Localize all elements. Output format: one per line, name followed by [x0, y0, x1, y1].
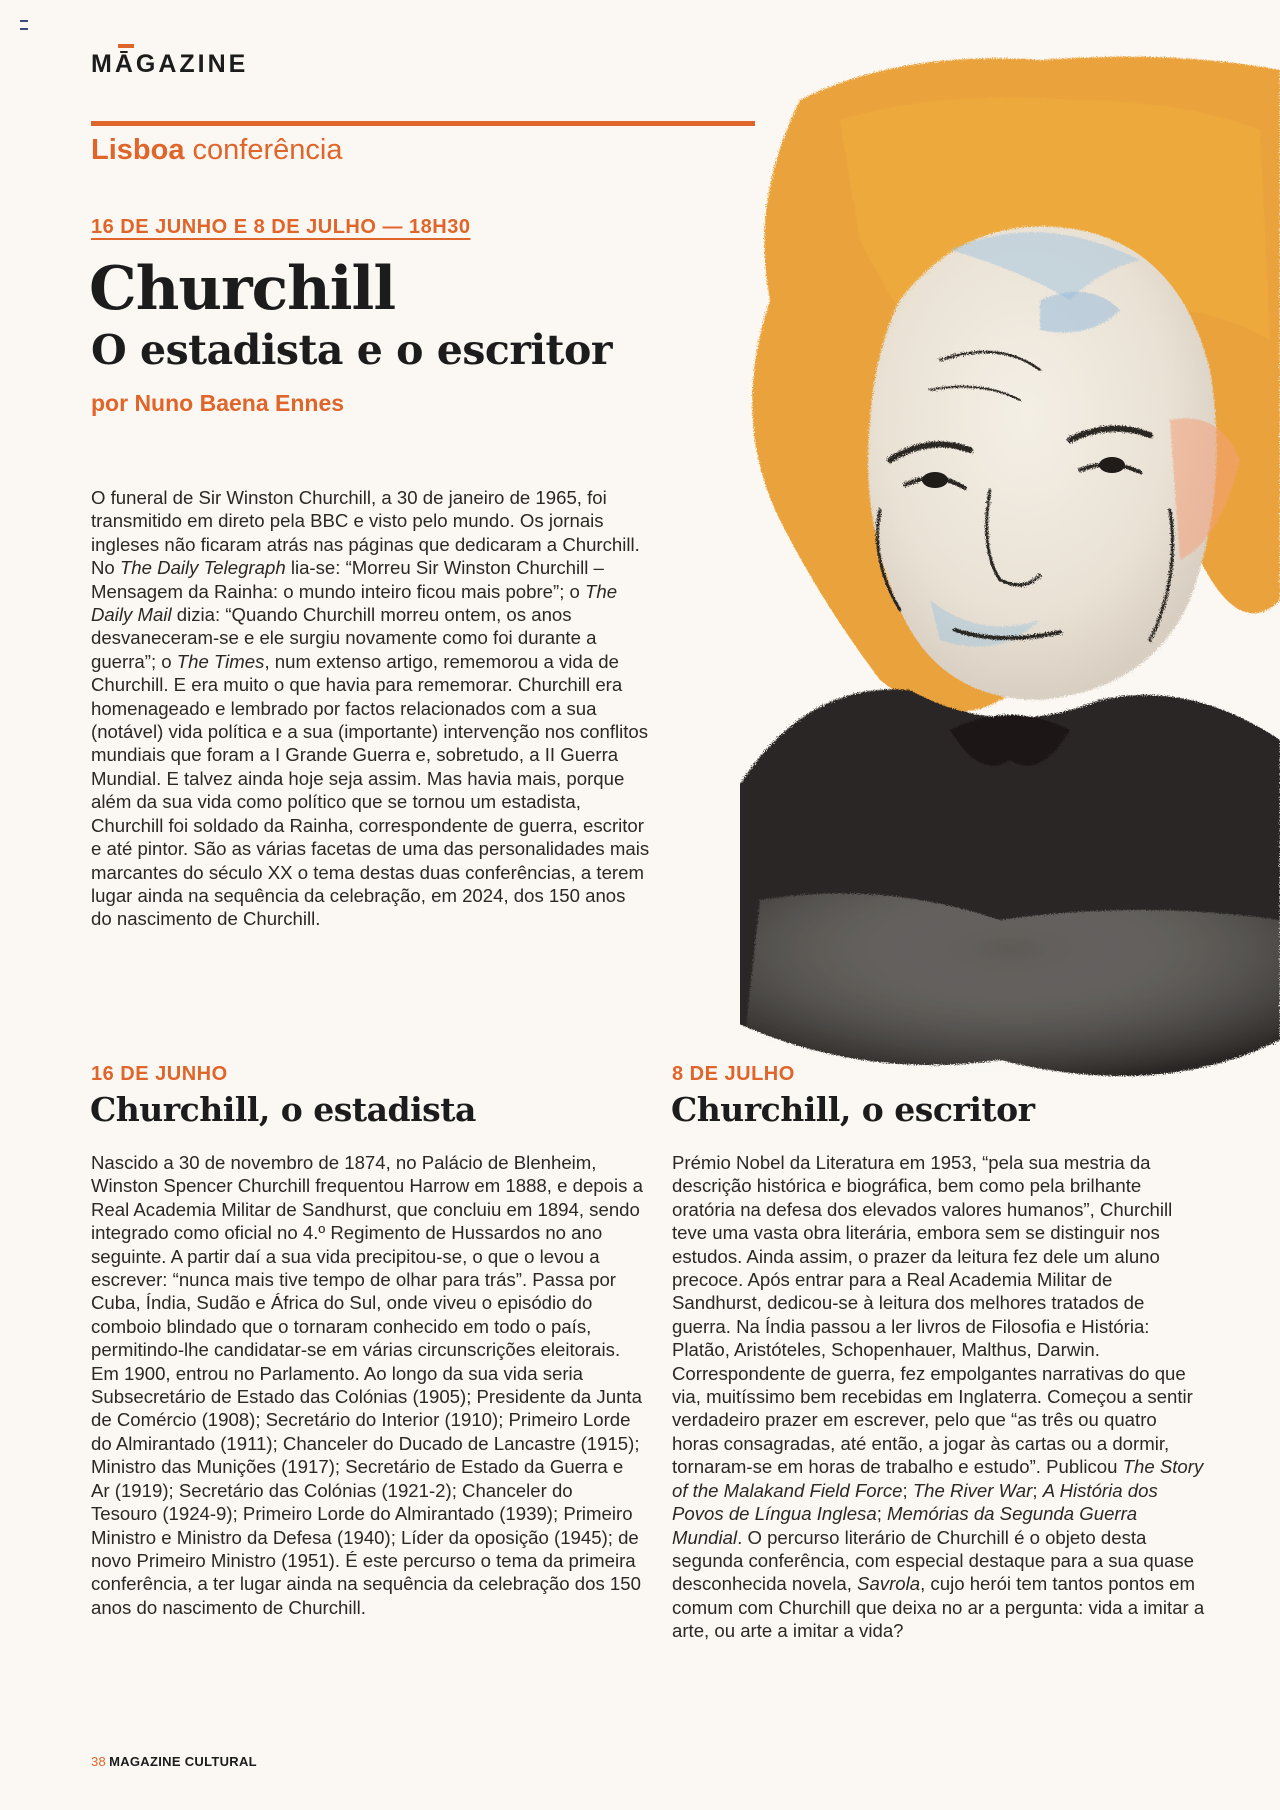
article-subtitle: O estadista e o escritor: [91, 326, 612, 374]
right-column-body: Prémio Nobel da Literatura em 1953, “pela sua mestria da descrição histórica e biográfica, bem como pela brilhante oratória na defesa dos elevados valores humanos”, Churchill teve uma vasta obra literária, embora sem se distinguir nos estudos. Ainda assim, o prazer da leitura fez dele um aluno precoce. Após entrar para a Real Academia Militar de Sandhurst, dedicou-se à leitura dos melhores tratados de guerra. Na Índia passou a ler livros de Filosofia e História: Platão, Aristóteles, Schopenhauer, Malthus, Darwin. Correspondente de guerra, fez empolgantes narrativas do que via, muitíssimo bem recebidas em Inglaterra. Começou a sentir verdadeiro prazer em escrever, pelo que “as três ou quatro horas consagradas, até então, a jogar às cartas ou a dormir, tornaram-se em horas de trabalho e estudo”. Publicou The Story of the Malakand Field Force; The River War; A História dos Povos de Língua Inglesa; Memórias da Segunda Guerra Mundial. O percurso literário de Churchill é o objeto desta segunda conferência, com especial destaque para a sua quase desconhecida novela, Savrola, cujo herói tem tantos pontos em comum com Churchill que deixa no ar a pergunta: vida a imitar a arte, ou arte a imitar a vida?: [672, 1152, 1205, 1642]
magazine-logo: MĀGAZINE: [91, 50, 249, 78]
section-type: conferência: [192, 134, 343, 166]
right-column-date: 8 DE JULHO: [672, 1063, 795, 1085]
article-author: por Nuno Baena Ennes: [91, 390, 345, 416]
footer-label: MAGAZINE CULTURAL: [109, 1754, 257, 1769]
page-footer: [91, 1754, 257, 1769]
left-column-date: 16 DE JUNHO: [91, 1063, 228, 1085]
page-number: 38: [91, 1754, 107, 1769]
left-column-body: Nascido a 30 de novembro de 1874, no Palácio de Blenheim, Winston Spencer Churchill frequentou Harrow em 1888, e depois a Real Academia Militar de Sandhurst, que concluiu em 1894, sendo integrado como oficial no 4.º Regimento de Hussardos no ano seguinte. A partir daí a sua vida precipitou-se, o que o levou a escrever: “nunca mais tive tempo de olhar para trás”. Passa por Cuba, Índia, Sudão e África do Sul, onde viveu o episódio do comboio blindado que o tornaram conhecido em todo o país, permitindo-lhe candidatar-se em várias circunscrições eleitorais. Em 1900, entrou no Parlamento. Ao longo da sua vida seria Subsecretário de Estado das Colónias (1905); Presidente da Junta de Comércio (1908); Secretário do Interior (1910); Primeiro Lorde do Almirantado (1911); Chanceler do Ducado de Lancastre (1915); Ministro das Munições (1917); Secretário de Estado da Guerra e Ar (1919); Secretário das Colónias (1921-2); Chanceler do Tesouro (1924-9); Primeiro Lorde do Almirantado (1939); Primeiro Ministro e Ministro da Defesa (1940); Líder da oposição (1945); de novo Primeiro Ministro (1951). É este percurso o tema da primeira conferência, a ter lugar ainda na sequência da celebração dos 150 anos do nascimento de Churchill.: [91, 1152, 643, 1618]
article-intro: O funeral de Sir Winston Churchill, a 30 de janeiro de 1965, foi transmitido em direto pela BBC e visto pelo mundo. Os jornais ingleses não ficaram atrás nas páginas que dedicaram a Churchill. No The Daily Telegraph lia-se: “Morreu Sir Winston Churchill – Mensagem da Rainha: o mundo inteiro ficou mais pobre”; o The Daily Mail dizia: “Quando Churchill morreu ontem, os anos desvaneceram-se e ele surgiu novamente como foi durante a guerra”; o The Times, num extenso artigo, rememorou a vida de Churchill. E era muito o que havia para rememorar. Churchill era homenageado e lembrado por factos relacionados com a sua (notável) vida política e a sua (importante) intervenção nos conflitos mundiais que foram a I Grande Guerra e, sobretudo, a II Guerra Mundial. E talvez ainda hoje seja assim. Mas havia mais, porque além da sua vida como político que se tornou um estadista, Churchill foi soldado da Rainha, correspondente de guerra, escritor e até pintor. São as várias facetas de uma das personalidades mais marcantes do século XX o tema destas duas conferências, a terem lugar ainda na sequência da celebração, em 2024, dos 150 anos do nascimento de Churchill.: [91, 487, 650, 930]
section-label: [91, 134, 342, 167]
section-city: Lisboa: [91, 134, 185, 166]
event-dates: 16 DE JUNHO E 8 DE JULHO — 18H30: [91, 216, 471, 238]
right-column-title: Churchill, o escritor: [671, 1090, 1035, 1129]
article-title: Churchill: [89, 254, 396, 324]
churchill-portrait-illustration: [740, 40, 1280, 1080]
small-flag-icon: [20, 20, 28, 30]
section-rule: [91, 121, 755, 126]
left-column-title: Churchill, o estadista: [90, 1090, 476, 1129]
